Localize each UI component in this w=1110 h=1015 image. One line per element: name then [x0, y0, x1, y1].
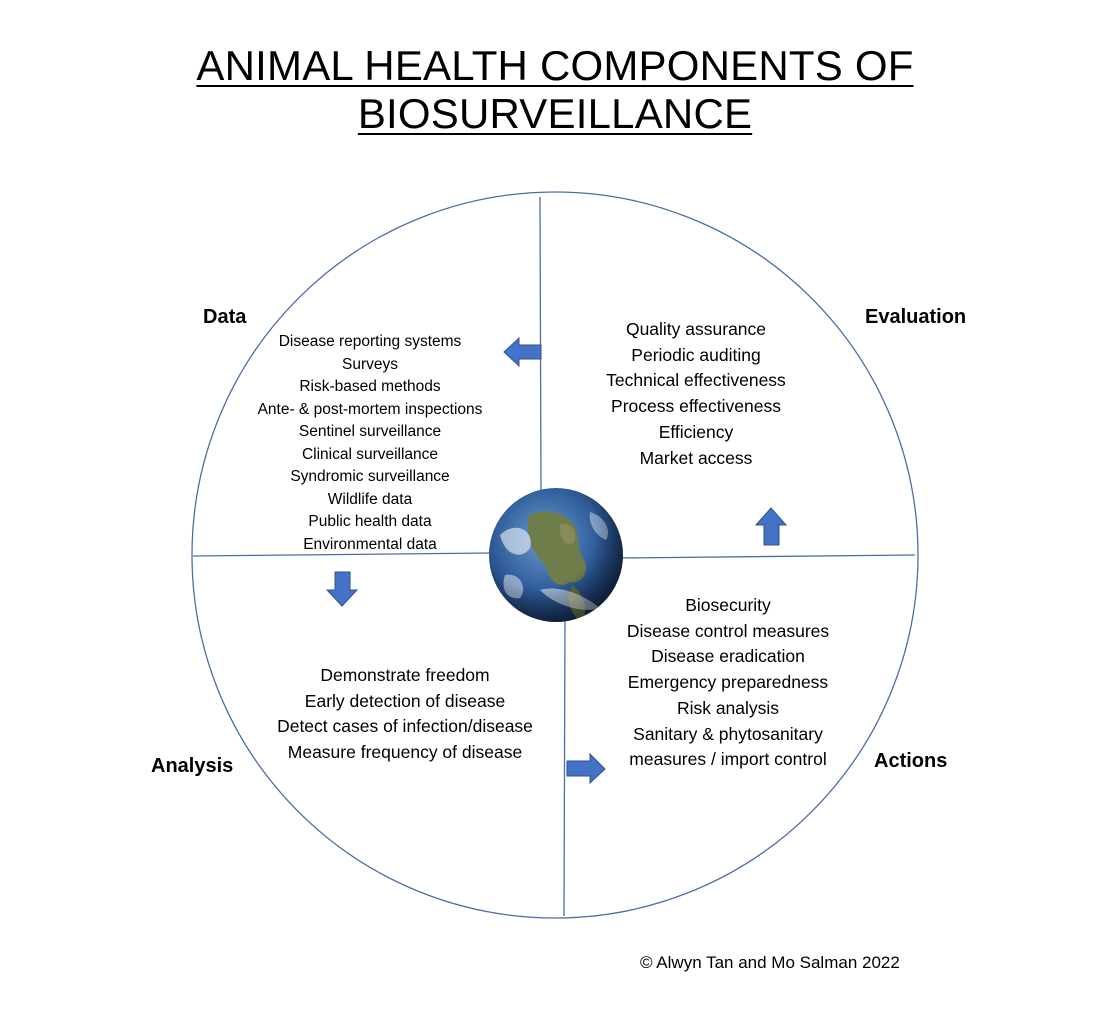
data-items-list [220, 331, 520, 556]
list-item: Disease control measures [626, 620, 830, 641]
section-label-actions: Actions [874, 750, 948, 772]
list-item: Disease eradication [651, 646, 805, 667]
arrow-down-icon [327, 572, 357, 606]
analysis-items-list [250, 663, 560, 766]
section-label-analysis: Analysis [151, 755, 234, 777]
list-item: Early detection of disease [304, 690, 506, 711]
list-item: Periodic auditing [631, 344, 761, 365]
list-item: Ante- & post-mortem inspections [257, 400, 483, 418]
diagram-title: ANIMAL HEALTH COMPONENTS OF BIOSURVEILLANCE [196, 42, 914, 137]
arrow-up-icon [756, 508, 786, 545]
evaluation-items-list [566, 317, 826, 471]
list-item: Syndromic surveillance [290, 468, 450, 485]
list-item: Efficiency [658, 421, 734, 442]
list-item: Wildlife data [327, 490, 413, 508]
list-item: Clinical surveillance [301, 445, 439, 463]
list-item: Sentinel surveillance [298, 423, 442, 440]
list-item: Measure frequency of disease [287, 742, 523, 763]
list-item: Sanitary & phytosanitary [633, 723, 823, 744]
copyright-credit: © Alwyn Tan and Mo Salman 2022 [640, 953, 900, 972]
list-item: Emergency preparedness [627, 672, 829, 693]
list-item: Process effectiveness [611, 396, 781, 417]
list-item: Technical effectiveness [606, 370, 786, 391]
section-label-data: Data [203, 306, 247, 328]
list-item: Environmental data [303, 535, 437, 553]
actions-items-list [598, 593, 858, 773]
list-item: Risk analysis [676, 697, 780, 718]
divider-right [620, 555, 915, 558]
list-item: Public health data [308, 513, 432, 530]
list-item: measures / import control [629, 749, 827, 770]
list-item: Biosecurity [685, 595, 771, 615]
list-item: Surveys [342, 355, 398, 373]
list-item: Demonstrate freedom [320, 665, 490, 685]
list-item: Disease reporting systems [278, 333, 462, 350]
list-item: Quality assurance [625, 319, 767, 339]
divider-bottom [564, 618, 565, 916]
list-item: Market access [639, 447, 753, 468]
section-label-evaluation: Evaluation [865, 306, 967, 328]
list-item: Risk-based methods [299, 378, 441, 395]
list-item: Detect cases of infection/disease [277, 716, 533, 737]
